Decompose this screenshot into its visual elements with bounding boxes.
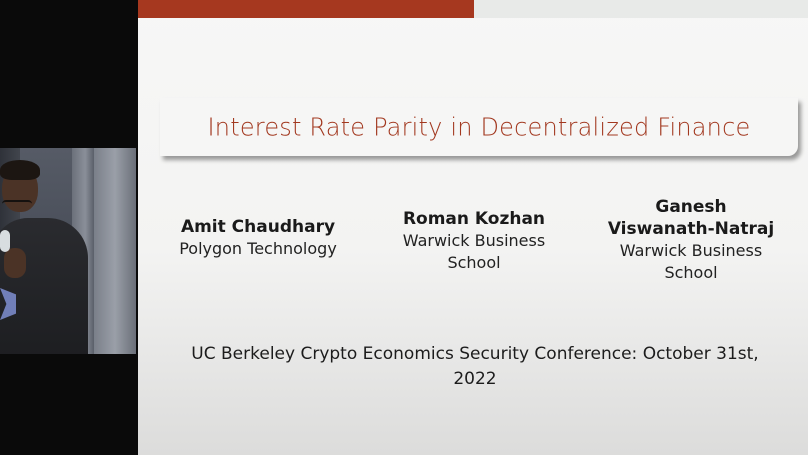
speaker-glasses <box>2 200 32 210</box>
author-name: Amit Chaudhary <box>180 217 336 237</box>
author-name: Ganesh <box>655 197 727 217</box>
author-name: Viswanath-Natraj <box>607 219 775 239</box>
speaker-video-feed <box>0 148 136 354</box>
slide-title: Interest Rate Parity in Decentralized Finance <box>207 112 751 142</box>
author-affiliation: Warwick Business <box>619 241 763 260</box>
conference-info <box>172 342 778 392</box>
author-affiliation: Polygon Technology <box>179 239 337 258</box>
author-block <box>172 216 344 260</box>
slide-title-box <box>160 98 798 156</box>
microphone-icon <box>0 230 10 252</box>
conference-line: 2022 <box>453 369 497 389</box>
slide-topbar-light <box>474 0 808 18</box>
left-black-panel <box>0 0 138 455</box>
speaker-hair <box>0 160 40 180</box>
author-block <box>596 196 786 284</box>
slide-topbar-accent <box>138 0 474 18</box>
conference-line: UC Berkeley Crypto Economics Security Conference: October 31st, <box>191 344 759 364</box>
speaker-body <box>0 218 88 354</box>
author-name: Roman Kozhan <box>402 209 546 229</box>
author-block <box>388 208 560 274</box>
author-affiliation: School <box>447 253 501 272</box>
author-affiliation: School <box>664 263 718 282</box>
author-affiliation: Warwick Business <box>402 231 546 250</box>
stage-curtain <box>94 148 136 354</box>
speaker-hand <box>4 248 26 278</box>
presentation-slide <box>138 0 808 455</box>
